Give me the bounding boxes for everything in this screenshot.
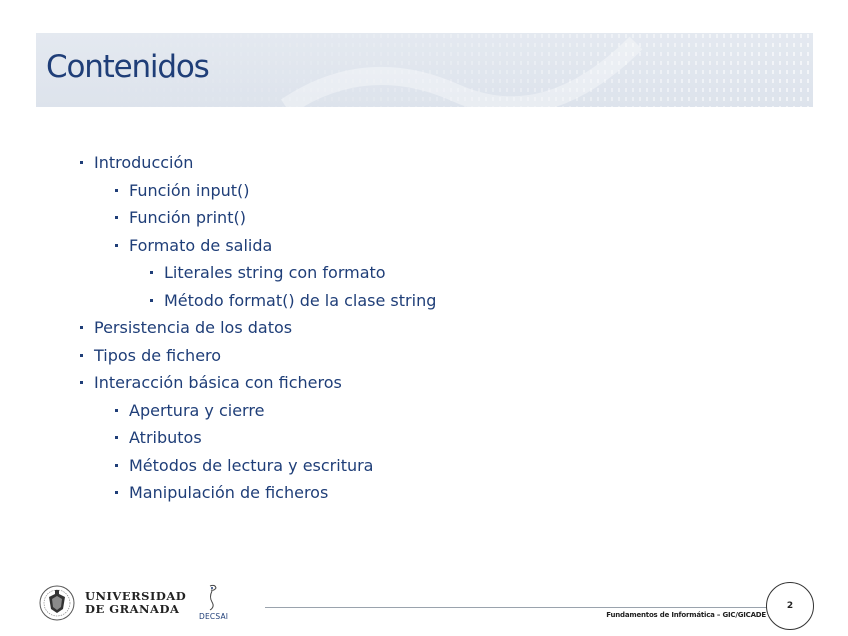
department-name: DECSAI <box>199 612 229 621</box>
outline-item-text: Función input() <box>129 180 250 200</box>
bullet-icon <box>80 354 83 357</box>
outline-item-text: Atributos <box>129 428 202 447</box>
outline-item-text: Literales string con formato <box>164 263 386 282</box>
outline-item-text: Tipos de fichero <box>94 345 222 365</box>
bullet-icon <box>115 491 118 494</box>
outline-item-text: Interacción básica con ficheros <box>94 373 342 392</box>
university-line1: UNIVERSIDAD <box>85 589 187 603</box>
course-name: Fundamentos de Informática – GIC/GICADE <box>606 611 766 619</box>
outline-item-text: Función print() <box>129 208 246 227</box>
outline-item-level-1 <box>76 149 776 177</box>
outline-item-text: Formato de salida <box>129 235 273 255</box>
outline-item-text: Introducción <box>94 153 194 172</box>
outline-item-level-2 <box>76 452 776 480</box>
footer-divider <box>265 607 773 608</box>
outline-item-level-3 <box>76 259 776 287</box>
university-seal-icon <box>38 583 76 623</box>
bullet-icon <box>115 409 118 412</box>
decsai-logo-icon <box>200 583 224 613</box>
bullet-icon <box>115 216 118 219</box>
bullet-icon <box>115 464 118 467</box>
outline-item-level-3 <box>76 287 776 315</box>
university-line2: DE GRANADA <box>85 602 180 616</box>
outline-item-level-2 <box>76 177 776 205</box>
bullet-icon <box>80 161 83 164</box>
outline-item-level-1 <box>76 342 776 370</box>
slide-title: Contenidos <box>46 49 209 85</box>
page-number: 2 <box>766 582 814 630</box>
outline-item-level-1 <box>76 369 776 397</box>
outline-item-text: Apertura y cierre <box>129 400 265 420</box>
outline-item-level-2 <box>76 424 776 452</box>
outline-item-text: Métodos de lectura y escritura <box>129 455 374 475</box>
outline-item-text: Manipulación de ficheros <box>129 483 329 502</box>
bullet-icon <box>150 271 153 274</box>
bullet-icon <box>115 244 118 247</box>
outline-item-text: Método format() de la clase string <box>164 290 437 310</box>
outline-item-level-1 <box>76 314 776 342</box>
bullet-icon <box>80 326 83 329</box>
outline-item-text: Persistencia de los datos <box>94 318 293 337</box>
bullet-icon <box>115 189 118 192</box>
bullet-icon <box>115 436 118 439</box>
outline-item-level-2 <box>76 204 776 232</box>
university-name <box>85 590 186 616</box>
bullet-icon <box>80 381 83 384</box>
outline-item-level-2 <box>76 232 776 260</box>
outline-item-level-2 <box>76 479 776 507</box>
bullet-icon <box>150 299 153 302</box>
outline-list <box>76 149 776 507</box>
title-banner <box>36 33 813 107</box>
outline-item-level-2 <box>76 397 776 425</box>
